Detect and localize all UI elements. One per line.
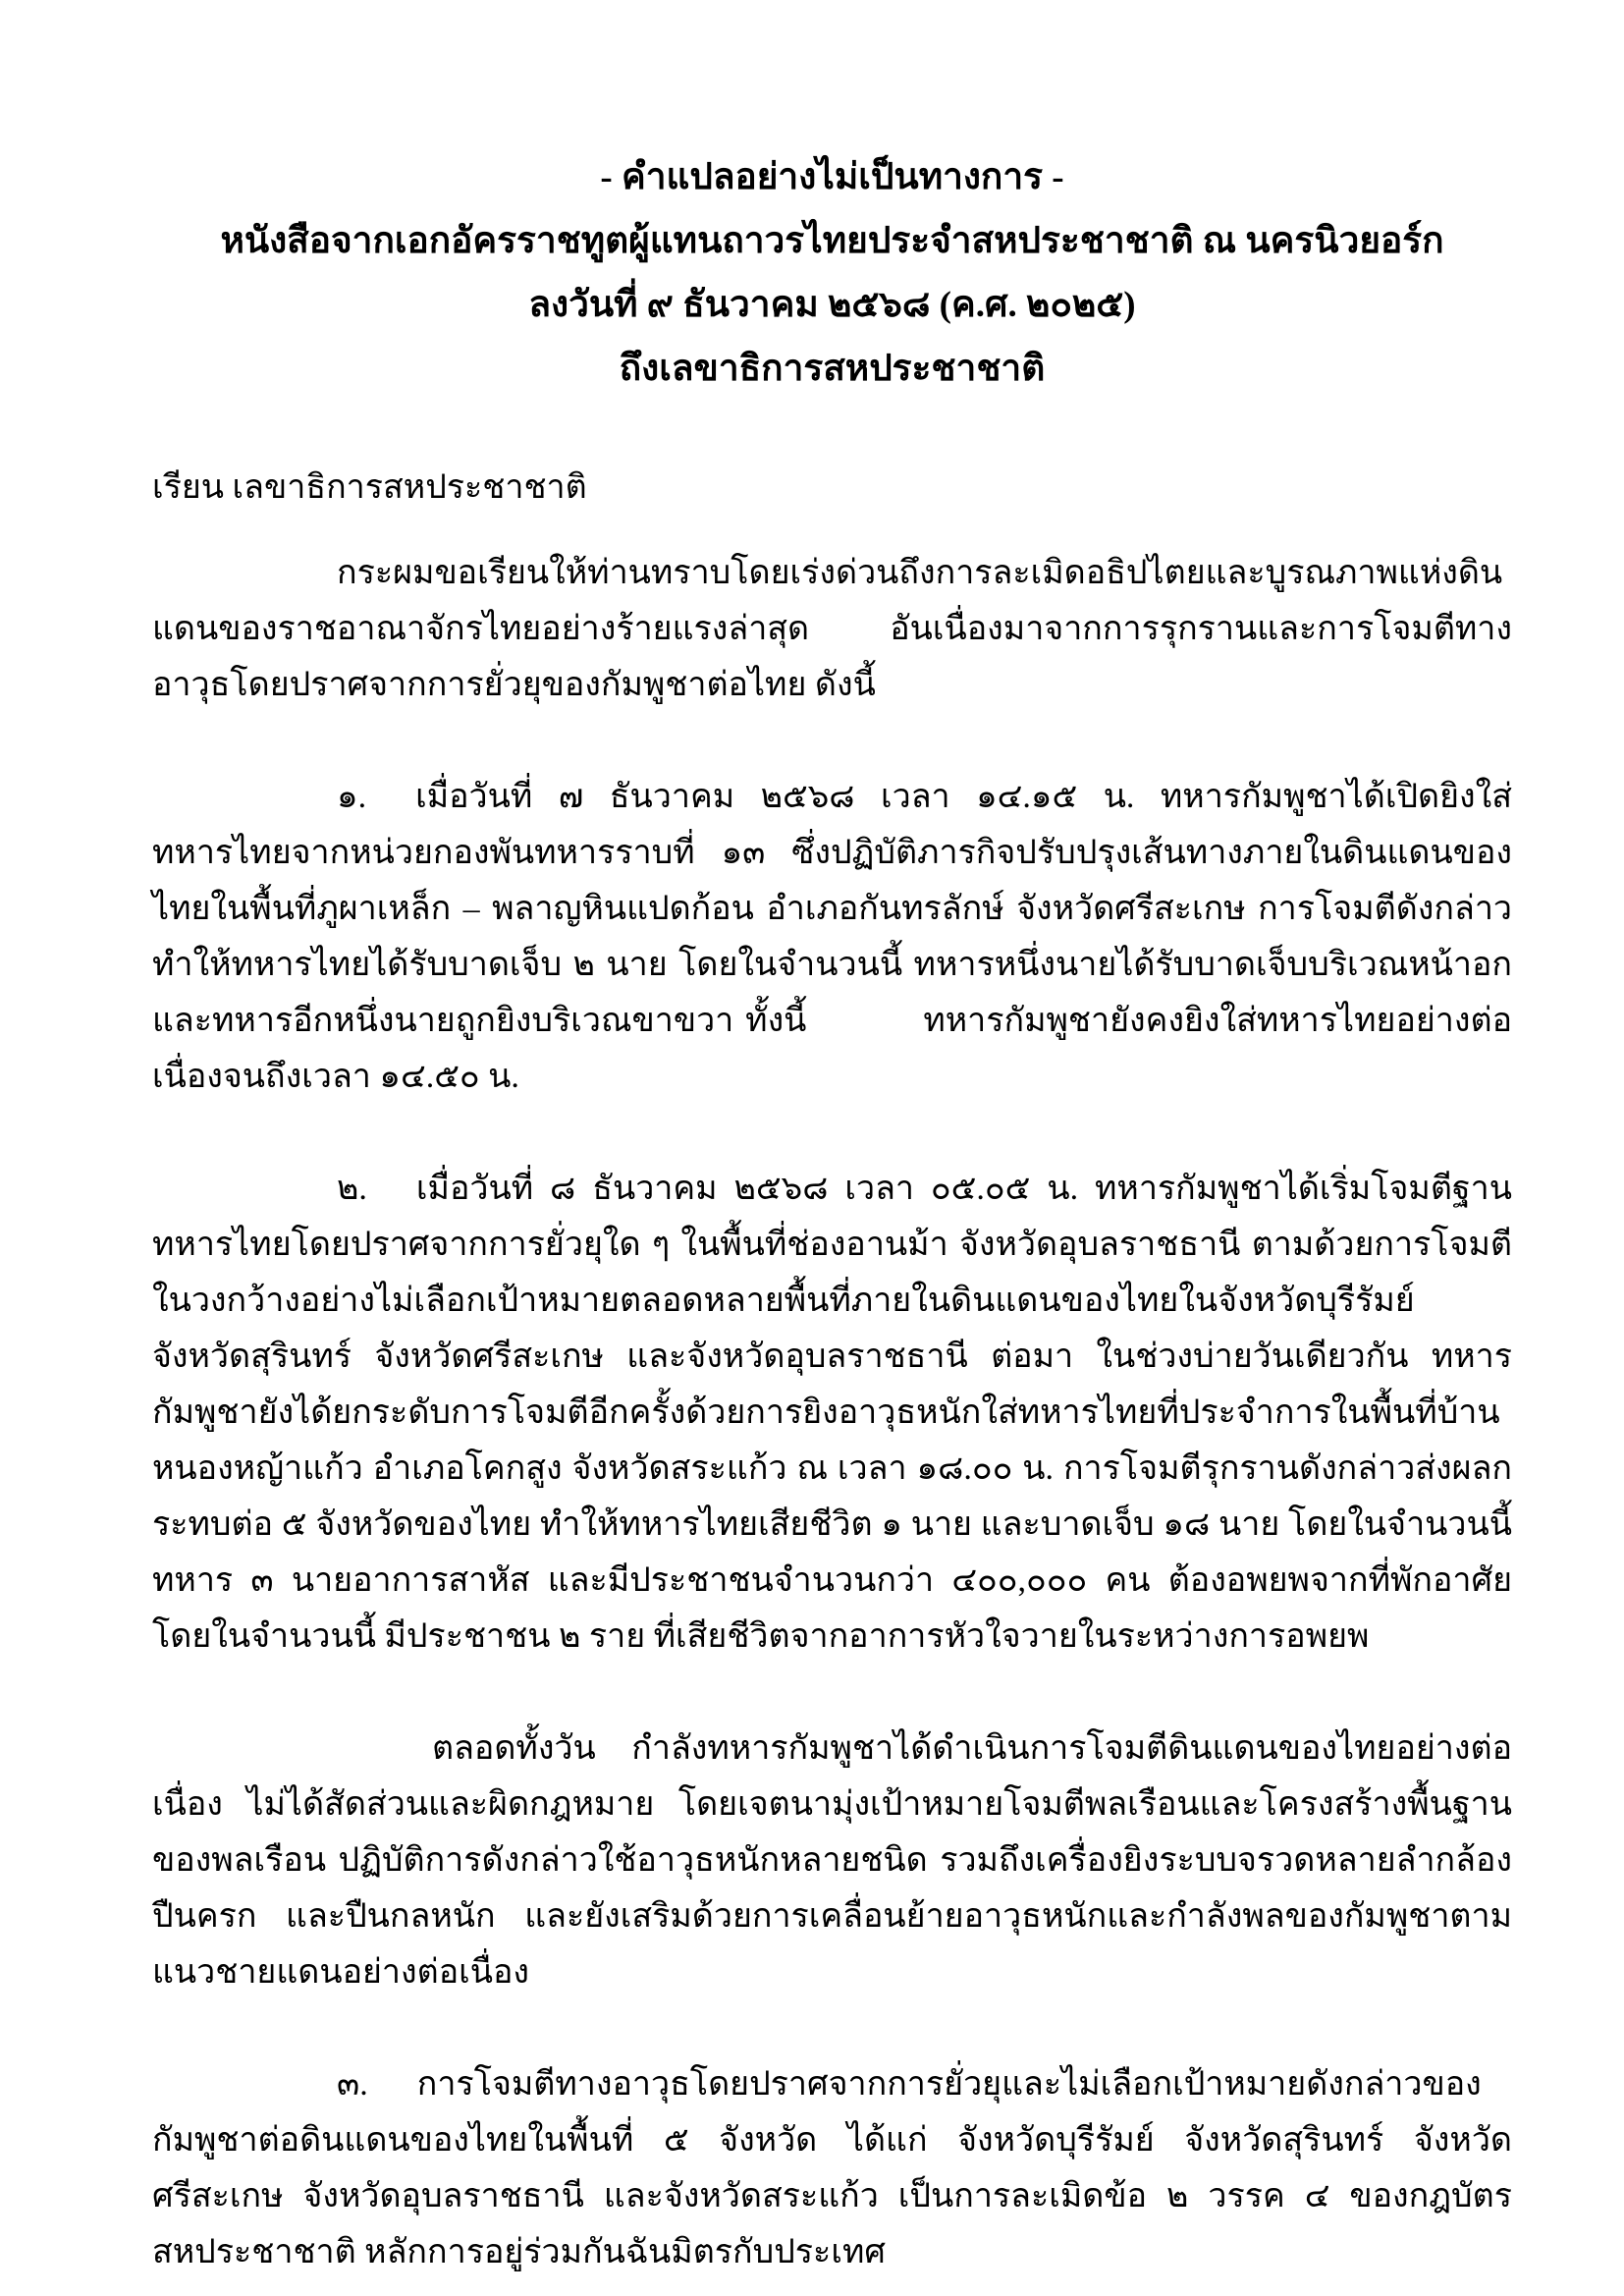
- numbered-item-1: [152, 769, 1512, 1105]
- item-1-number: ๑.: [337, 779, 367, 815]
- header-line-date: ลงวันที่ ๙ ธันวาคม ๒๕๖๘ (ค.ศ. ๒๐๒๕): [528, 285, 1136, 325]
- header-line-letter-source: หนังสือจากเอกอัครราชทูตผู้แทนถาวรไทยประจำสหประชาชาติ ณ นครนิวยอร์ก: [220, 221, 1444, 261]
- header-line-addressee: ถึงเลขาธิการสหประชาชาติ: [619, 349, 1046, 389]
- intro-paragraph: [152, 545, 1512, 713]
- item-2-text: เมื่อวันที่ ๘ ธันวาคม ๒๕๖๘ เวลา ๐๕.๐๕ น. ทหารกัมพูชาได้เริ่มโจมตีฐานทหารไทยโดยปราศจากการยั่วยุใด ๆ ในพื้นที่ช่องอานม้า จังหวัดอุบลราชธานี ตามด้วยการโจมตีในวงกว้างอย่างไม่เลือกเป้าหมายตลอดหลายพื้นที่ภายในดินแดนของไทยในจังหวัดบุรีรัมย์ จังหวัดสุรินทร์ จังหวัดศรีสะเกษ และจังหวัดอุบลราชธานี ต่อมา ในช่วงบ่ายวันเดียวกัน ทหารกัมพูชายังได้ยกระดับการโจมตีอีกครั้งด้วยการยิงอาวุธหนักใส่ทหารไทยที่ประจำการในพื้นที่บ้านหนองหญ้าแก้ว อำเภอโคกสูง จังหวัดสระแก้ว ณ เวลา ๑๘.๐๐ น. การโจมตีรุกรานดังกล่าวส่งผลกระทบต่อ ๕ จังหวัดของไทย ทำให้ทหารไทยเสียชีวิต ๑ นาย และบาดเจ็บ ๑๘ นาย โดยในจำนวนนี้ ทหาร ๓ นายอาการสาหัส และมีประชาชนจำนวนกว่า ๔๐๐,๐๐๐ คน ต้องอพยพจากที่พักอาศัย โดยในจำนวนนี้ มีประชาชน ๒ ราย ที่เสียชีวิตจากอาการหัวใจวายในระหว่างการอพยพ: [152, 1171, 1512, 1655]
- document-header: [152, 145, 1512, 401]
- item-1-text: เมื่อวันที่ ๗ ธันวาคม ๒๕๖๘ เวลา ๑๔.๑๕ น. ทหารกัมพูชาได้เปิดยิงใส่ทหารไทยจากหน่วยกองพันทหารราบที่ ๑๓ ซึ่งปฏิบัติภารกิจปรับปรุงเส้นทางภายในดินแดนของไทยในพื้นที่ภูผาเหล็ก – พลาญหินแปดก้อน อำเภอกันทรลักษ์ จังหวัดศรีสะเกษ การโจมตีดังกล่าวทำให้ทหารไทยได้รับบาดเจ็บ ๒ นาย โดยในจำนวนนี้ ทหารหนึ่งนายได้รับบาดเจ็บบริเวณหน้าอกและทหารอีกหนึ่งนายถูกยิงบริเวณขาขวา ทั้งนี้ ทหารกัมพูชายังคงยิงใส่ทหารไทยอย่างต่อเนื่องจนถึงเวลา ๑๔.๕๐ น.: [152, 779, 1512, 1095]
- salutation-line: เรียน เลขาธิการสหประชาชาติ: [152, 469, 587, 506]
- item-2-number: ๒.: [337, 1171, 367, 1207]
- numbered-item-2: [152, 1161, 1512, 1665]
- header-line-unofficial-translation: - คำแปลอย่างไม่เป็นทางการ -: [600, 157, 1064, 197]
- item-3-text: การโจมตีทางอาวุธโดยปราศจากการยั่วยุและไม่เลือกเป้าหมายดังกล่าวของกัมพูชาต่อดินแดนของไทยในพื้นที่ ๕ จังหวัด ได้แก่ จังหวัดบุรีรัมย์ จังหวัดสุรินทร์ จังหวัดศรีสะเกษ จังหวัดอุบลราชธานี และจังหวัดสระแก้ว เป็นการละเมิดข้อ ๒ วรรค ๔ ของกฎบัตรสหประชาชาติ หลักการอยู่ร่วมกันฉันมิตรกับประเทศ: [152, 2066, 1512, 2270]
- continuation-paragraph: [152, 1721, 1512, 2000]
- item-3-number: ๓.: [337, 2066, 368, 2103]
- numbered-item-3: [152, 2056, 1512, 2280]
- intro-paragraph-text: กระผมขอเรียนให้ท่านทราบโดยเร่งด่วนถึงการละเมิดอธิปไตยและบูรณภาพแห่งดินแดนของราชอาณาจักรไทยอย่างร้ายแรงล่าสุด อันเนื่องมาจากการรุกรานและการโจมตีทางอาวุธโดยปราศจากการยั่วยุของกัมพูชาต่อไทย ดังนี้: [152, 555, 1512, 703]
- continuation-paragraph-text: ตลอดทั้งวัน กำลังทหารกัมพูชาได้ดำเนินการโจมตีดินแดนของไทยอย่างต่อเนื่อง ไม่ได้สัดส่วนและผิดกฎหมาย โดยเจตนามุ่งเป้าหมายโจมตีพลเรือนและโครงสร้างพื้นฐานของพลเรือน ปฏิบัติการดังกล่าวใช้อาวุธหนักหลายชนิด รวมถึงเครื่องยิงระบบจรวดหลายลำกล้อง ปืนครก และปืนกลหนัก และยังเสริมด้วยการเคลื่อนย้ายอาวุธหนักและกำลังพลของกัมพูชาตามแนวชายแดนอย่างต่อเนื่อง: [152, 1730, 1512, 1991]
